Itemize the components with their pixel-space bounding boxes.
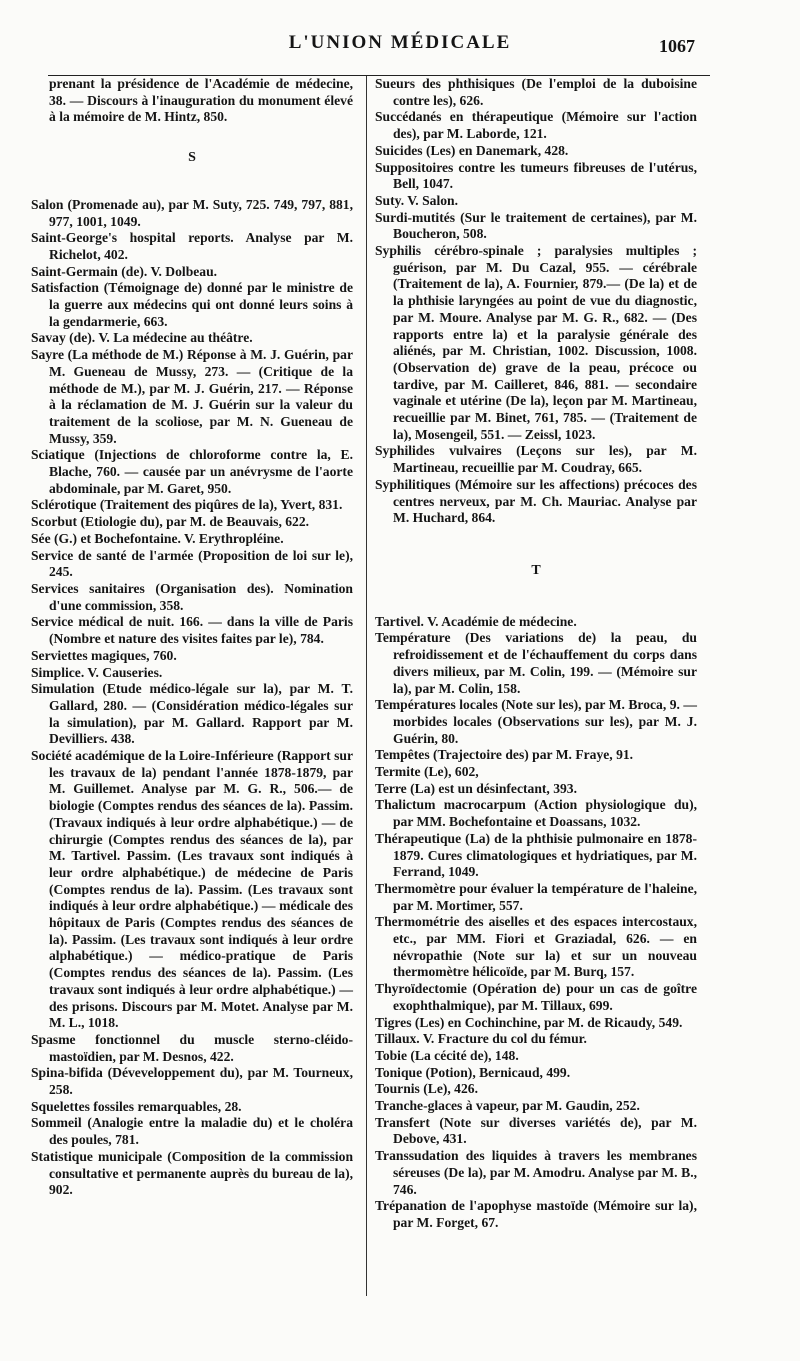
index-entry: Saint-Germain (de). V. Dolbeau.: [31, 263, 218, 279]
right-s-entries: [375, 76, 697, 527]
index-entry: Terre (La) est un désinfectant, 393.: [375, 780, 578, 796]
page-header: [0, 28, 800, 68]
index-entry: Sommeil (Analogie entre la maladie du) et le choléra des poules, 781.: [31, 1115, 353, 1148]
index-entry: Thermomètre pour évaluer la température de l'haleine, par M. Mortimer, 557.: [375, 880, 697, 913]
index-entry: Spina-bifida (Déveveloppement du), par M. Tourneux, 258.: [31, 1065, 353, 1098]
index-entry: Scorbut (Etiologie du), par M. de Beauvais, 622.: [31, 514, 310, 530]
index-entry: Service médical de nuit. 166. — dans la ville de Paris (Nombre et nature des visites faites par le), 784.: [31, 614, 353, 647]
index-entry: Termite (Le), 602,: [375, 764, 479, 780]
index-entry: Satisfaction (Témoignage de) donné par le ministre de la guerre aux médecins qui ont donné leurs soins à la gendarmerie, 663.: [31, 280, 353, 329]
index-entry: Tournis (Le), 426.: [375, 1081, 478, 1097]
right-column: [375, 76, 697, 1232]
index-entry: Succédanés en thérapeutique (Mémoire sur l'action des), par M. Laborde, 121.: [375, 109, 697, 142]
column-divider: [366, 76, 367, 1296]
index-entry: Tempêtes (Trajectoire des) par M. Fraye, 91.: [375, 747, 634, 763]
index-entry: Service de santé de l'armée (Proposition de loi sur le), 245.: [31, 547, 353, 580]
index-entry: Température (Des variations de) la peau, du refroidissement et de l'échauffement du corps dans divers milieux, par M. Colin, 199. — (Mémoire sur la), par M. Colin, 158.: [375, 630, 697, 696]
left-top-entries: [31, 76, 353, 126]
index-entry: Tillaux. V. Fracture du col du fémur.: [375, 1031, 587, 1047]
index-entry: Syphilis cérébro-spinale ; paralysies multiples ; guérison, par M. Du Cazal, 955. — cérébrale (Traitement de la), A. Fournier, 879.— (De la) et de la phthisie laryngées au point de vue du diagnostic, par M. Moure. Analyse par M. G. R., 682. — (Des rapports entre la) et la paralysie générale des aliénés, par M. Christian, 1002. Discussion, 1008. (Observation de) grave de la peau, précoce ou tardive, par M. Cailleret, 846, 881. — secondaire vaginale et utérine (De la), leçon par M. Martineau, recueillie par M. Binet, 761, 785. — (Traitement de la), Mosengeil, 551. — Zeissl, 1023.: [375, 243, 697, 442]
index-entry: Sée (G.) et Bochefontaine. V. Erythropléine.: [31, 530, 284, 546]
right-t-entries: [375, 614, 697, 1232]
index-entry: Syphilitiques (Mémoire sur les affections) précoces des centres nerveux, par M. Ch. Mauriac. Analyse par M. Huchard, 864.: [375, 476, 697, 526]
left-column: [31, 76, 353, 1199]
index-entry: prenant la présidence de l'Académie de médecine, 38. — Discours à l'inauguration du monument élevé à la mémoire de M. Hintz, 850.: [49, 76, 353, 125]
index-entry: Transfert (Note sur diverses variétés de), par M. Debove, 431.: [375, 1114, 697, 1147]
index-entry: Simplice. V. Causeries.: [31, 664, 163, 680]
index-entry: Tranche-glaces à vapeur, par M. Gaudin, 252.: [375, 1098, 640, 1114]
index-entry: Tartivel. V. Académie de médecine.: [375, 613, 577, 629]
index-entry: Surdi-mutités (Sur le traitement de certaines), par M. Boucheron, 508.: [375, 209, 697, 242]
index-entry: Thermométrie des aiselles et des espaces intercostaux, etc., par MM. Fiori et Graziadal, 626. — en névropathie (Note sur la) et sur un nouveau thermomètre hélicoïde, par M. Burq, 157.: [375, 914, 697, 980]
left-entries: [31, 197, 353, 1199]
index-entry: Trépanation de l'apophyse mastoïde (Mémoire sur la), par M. Forget, 67.: [375, 1198, 697, 1230]
index-entry: Simulation (Etude médico-légale sur la), par M. T. Gallard, 280. — (Considération médico-légales sur la simulation), par M. Gallard. Rapport par M. Devilliers. 438.: [31, 681, 353, 747]
index-entry: Tigres (Les) en Cochinchine, par M. de Ricaudy, 549.: [375, 1014, 683, 1030]
index-entry: Serviettes magiques, 760.: [31, 647, 177, 663]
index-entry: Thérapeutique (La) de la phthisie pulmonaire en 1878-1879. Cures climatologiques et hydriatiques, par M. Ferrand, 1049.: [375, 830, 697, 880]
index-entry: Services sanitaires (Organisation des). Nomination d'une commission, 358.: [31, 580, 353, 613]
page-number: 1067: [659, 36, 695, 56]
index-entry: Transsudation des liquides à travers les membranes séreuses (De la), par M. Amodru. Analyse par M. B., 746.: [375, 1148, 697, 1197]
section-letter-s: S: [188, 150, 196, 166]
index-entry: Société académique de la Loire-Inférieure (Rapport sur les travaux de la) pendant l'année 1878-1879, par M. Guillemet. Analyse par M. G. R., 506.— de biologie (Comptes rendus des séances de la). Passim. (Travaux indiqués à leur ordre alphabétique.) — de chirurgie (Comptes rendus des séances de la), par M. Tartivel. Passim. (Les travaux sont indiqués à leur ordre alphabétique.) de médecine de Paris (Comptes rendus de la). Passim. (Les travaux sont indiqués à leur ordre alphabétique.) — médicale des hôpitaux de Paris (Comptes rendus des séances de la). Passim. (Les travaux sont indiqués à leur ordre alphabétique.) — médico-pratique de Paris (Comptes rendus des séances de la). Passim. (Les travaux sont indiqués à leur ordre alphabétique.) — des prisons. Discours par M. Motet. Analyse par M. M. L., 1018.: [31, 748, 353, 1031]
index-entry: Tonique (Potion), Bernicaud, 499.: [375, 1064, 571, 1080]
index-entry: Suppositoires contre les tumeurs fibreuses de l'utérus, Bell, 1047.: [375, 159, 697, 192]
index-entry: Savay (de). V. La médecine au théâtre.: [31, 330, 253, 346]
index-entry: Thyroïdectomie (Opération de) pour un cas de goître exophthalmique), par M. Tillaux, 699.: [375, 981, 697, 1013]
index-entry: Statistique municipale (Composition de la commission consultative et permanente auprès du bureau de la), 902.: [31, 1148, 353, 1198]
journal-title: L'UNION MÉDICALE: [288, 32, 512, 53]
index-entry: Syphilides vulvaires (Leçons sur les), par M. Martineau, recueillie par M. Coudray, 665.: [375, 443, 697, 476]
index-entry: Salon (Promenade au), par M. Suty, 725. 749, 797, 881, 977, 1001, 1049.: [31, 196, 353, 229]
index-entry: Suicides (Les) en Danemark, 428.: [375, 142, 569, 158]
index-entry: Thalictum macrocarpum (Action physiologique du), par MM. Bochefontaine et Doassans, 1032.: [375, 797, 697, 830]
index-entry: Sayre (La méthode de M.) Réponse à M. J. Guérin, par M. Gueneau de Mussy, 273. — (Critique de la méthode de M.), par M. J. Guérin, 217. — Réponse à la réclamation de M. J. Guérin sur la valeur du traitement de la scoliose, par M. N. Gueneau de Mussy, 359.: [31, 347, 353, 446]
index-entry: Saint-George's hospital reports. Analyse par M. Richelot, 402.: [31, 230, 353, 262]
index-entry: Sclérotique (Traitement des piqûres de la), Yvert, 831.: [31, 497, 343, 513]
index-entry: Squelettes fossiles remarquables, 28.: [31, 1098, 242, 1114]
index-entry: Tobie (La cécité de), 148.: [375, 1047, 519, 1063]
index-entry: Sciatique (Injections de chloroforme contre la, E. Blache, 760. — causée par un anévrysme de l'aorte abdominale, par M. Garet, 950.: [31, 447, 353, 496]
index-entry: Suty. V. Salon.: [375, 192, 458, 208]
index-entry: Températures locales (Note sur les), par M. Broca, 9. — morbides locales (Observations sur les), par M. J. Guérin, 80.: [375, 697, 697, 746]
index-entry: Sueurs des phthisiques (De l'emploi de la duboisine contre les), 626.: [375, 76, 697, 108]
index-entry: Spasme fonctionnel du muscle sterno-cléido-mastoïdien, par M. Desnos, 422.: [31, 1031, 353, 1064]
section-letter-t: T: [531, 562, 541, 578]
